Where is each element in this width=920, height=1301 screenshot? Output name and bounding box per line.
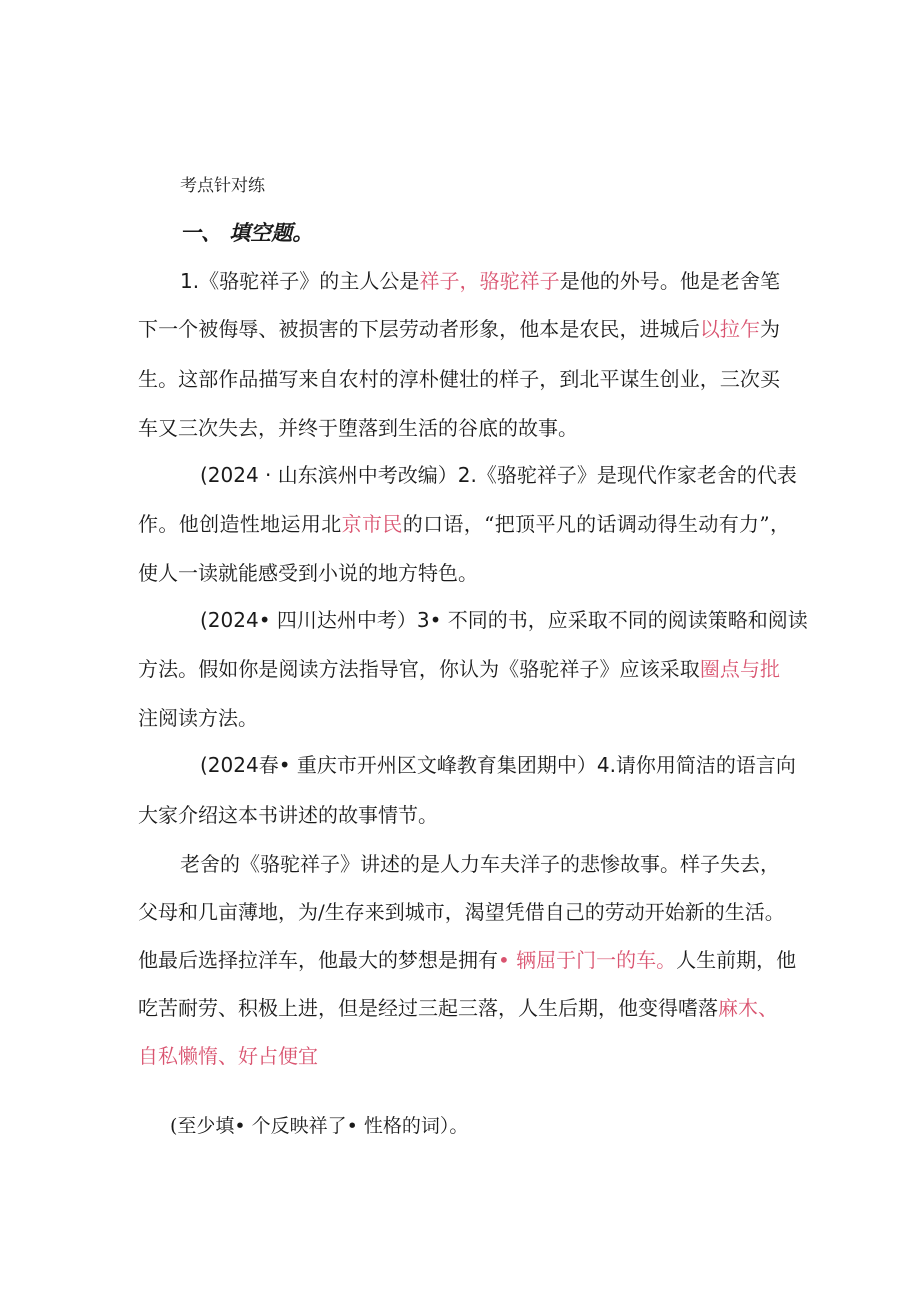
- q4-line-2: 大家介绍这本书讲述的故事情节。: [138, 803, 438, 827]
- q1-text: 为: [760, 317, 781, 341]
- q1-line-2: [138, 315, 780, 343]
- page-heading: 考点针对练: [180, 176, 265, 196]
- fill-note: (至少填• 个反映祥了• 性格的词）。: [170, 1115, 469, 1137]
- q3-text: 方法。假如你是阅读方法指导官，你认为《骆驼祥子》应该采取: [138, 657, 700, 681]
- answer-text: 他最后选择拉洋车，他最大的梦想是拥有: [138, 948, 498, 972]
- q4-line-1: (2024春• 重庆市开州区文峰教育集团期中）4.请你用简洁的语言向: [200, 753, 796, 777]
- answer-line-2: 父母和几亩薄地，为/生存来到城市，渴望凭借自己的劳动开始新的生活。: [138, 900, 785, 924]
- answer-line-1: 老舍的《骆驼祥子》讲述的是人力车夫洋子的悲惨故事。样子失去，: [180, 852, 780, 876]
- q2-line-3: 使人一读就能感受到小说的地方特色。: [138, 561, 478, 585]
- q1-text: 下一个被侮辱、被损害的下层劳动者形象，他本是农民，进城后: [138, 317, 700, 341]
- q2-line-1: (2024 · 山东滨州中考改编）2.《骆驼祥子》是现代作家老舍的代表: [200, 463, 797, 487]
- answer-line-3: [138, 946, 797, 974]
- q2-text: 的口语，“把顶平凡的话调动得生动有力”，: [402, 512, 791, 536]
- answer-line-4: [138, 994, 778, 1022]
- q2-text: 作。他创造性地运用北: [138, 512, 342, 536]
- q2-answer: 京市民: [341, 512, 403, 536]
- q3-line-1: (2024• 四川达州中考）3• 不同的书，应采取不同的阅读策略和阅读: [200, 608, 808, 632]
- q3-line-3: 注阅读方法。: [138, 706, 258, 730]
- q1-line-3: 生。这部作品描写来自农村的淳朴健壮的样子，到北平谋生创业，三次买: [138, 367, 780, 391]
- q1-line-1: [180, 267, 780, 295]
- answer-highlight: • 辆屈于门一的车。: [498, 948, 677, 972]
- answer-highlight: 麻木、: [718, 996, 778, 1020]
- answer-line-5: 自私懒惰、好占便宜: [138, 1044, 318, 1068]
- answer-text: 吃苦耐劳、积极上进，但是经过三起三落，人生后期，他变得嗜落: [138, 996, 718, 1020]
- answer-text: 人生前期，他: [676, 948, 797, 972]
- q1-text: 是他的外号。他是老舍笔: [559, 269, 780, 293]
- q1-line-4: 车又三次失去，并终于堕落到生活的谷底的故事。: [138, 416, 578, 440]
- section-title: 一、 填空题。: [180, 220, 314, 245]
- q1-text: 1.《骆驼祥子》的主人公是: [180, 269, 420, 293]
- q3-line-2: [138, 655, 780, 683]
- q2-line-2: [138, 510, 790, 538]
- q1-answer: 祥子，骆驼祥子: [419, 269, 560, 293]
- q1-answer-2: 以拉乍: [699, 317, 761, 341]
- q3-answer: 圈点与批: [699, 657, 781, 681]
